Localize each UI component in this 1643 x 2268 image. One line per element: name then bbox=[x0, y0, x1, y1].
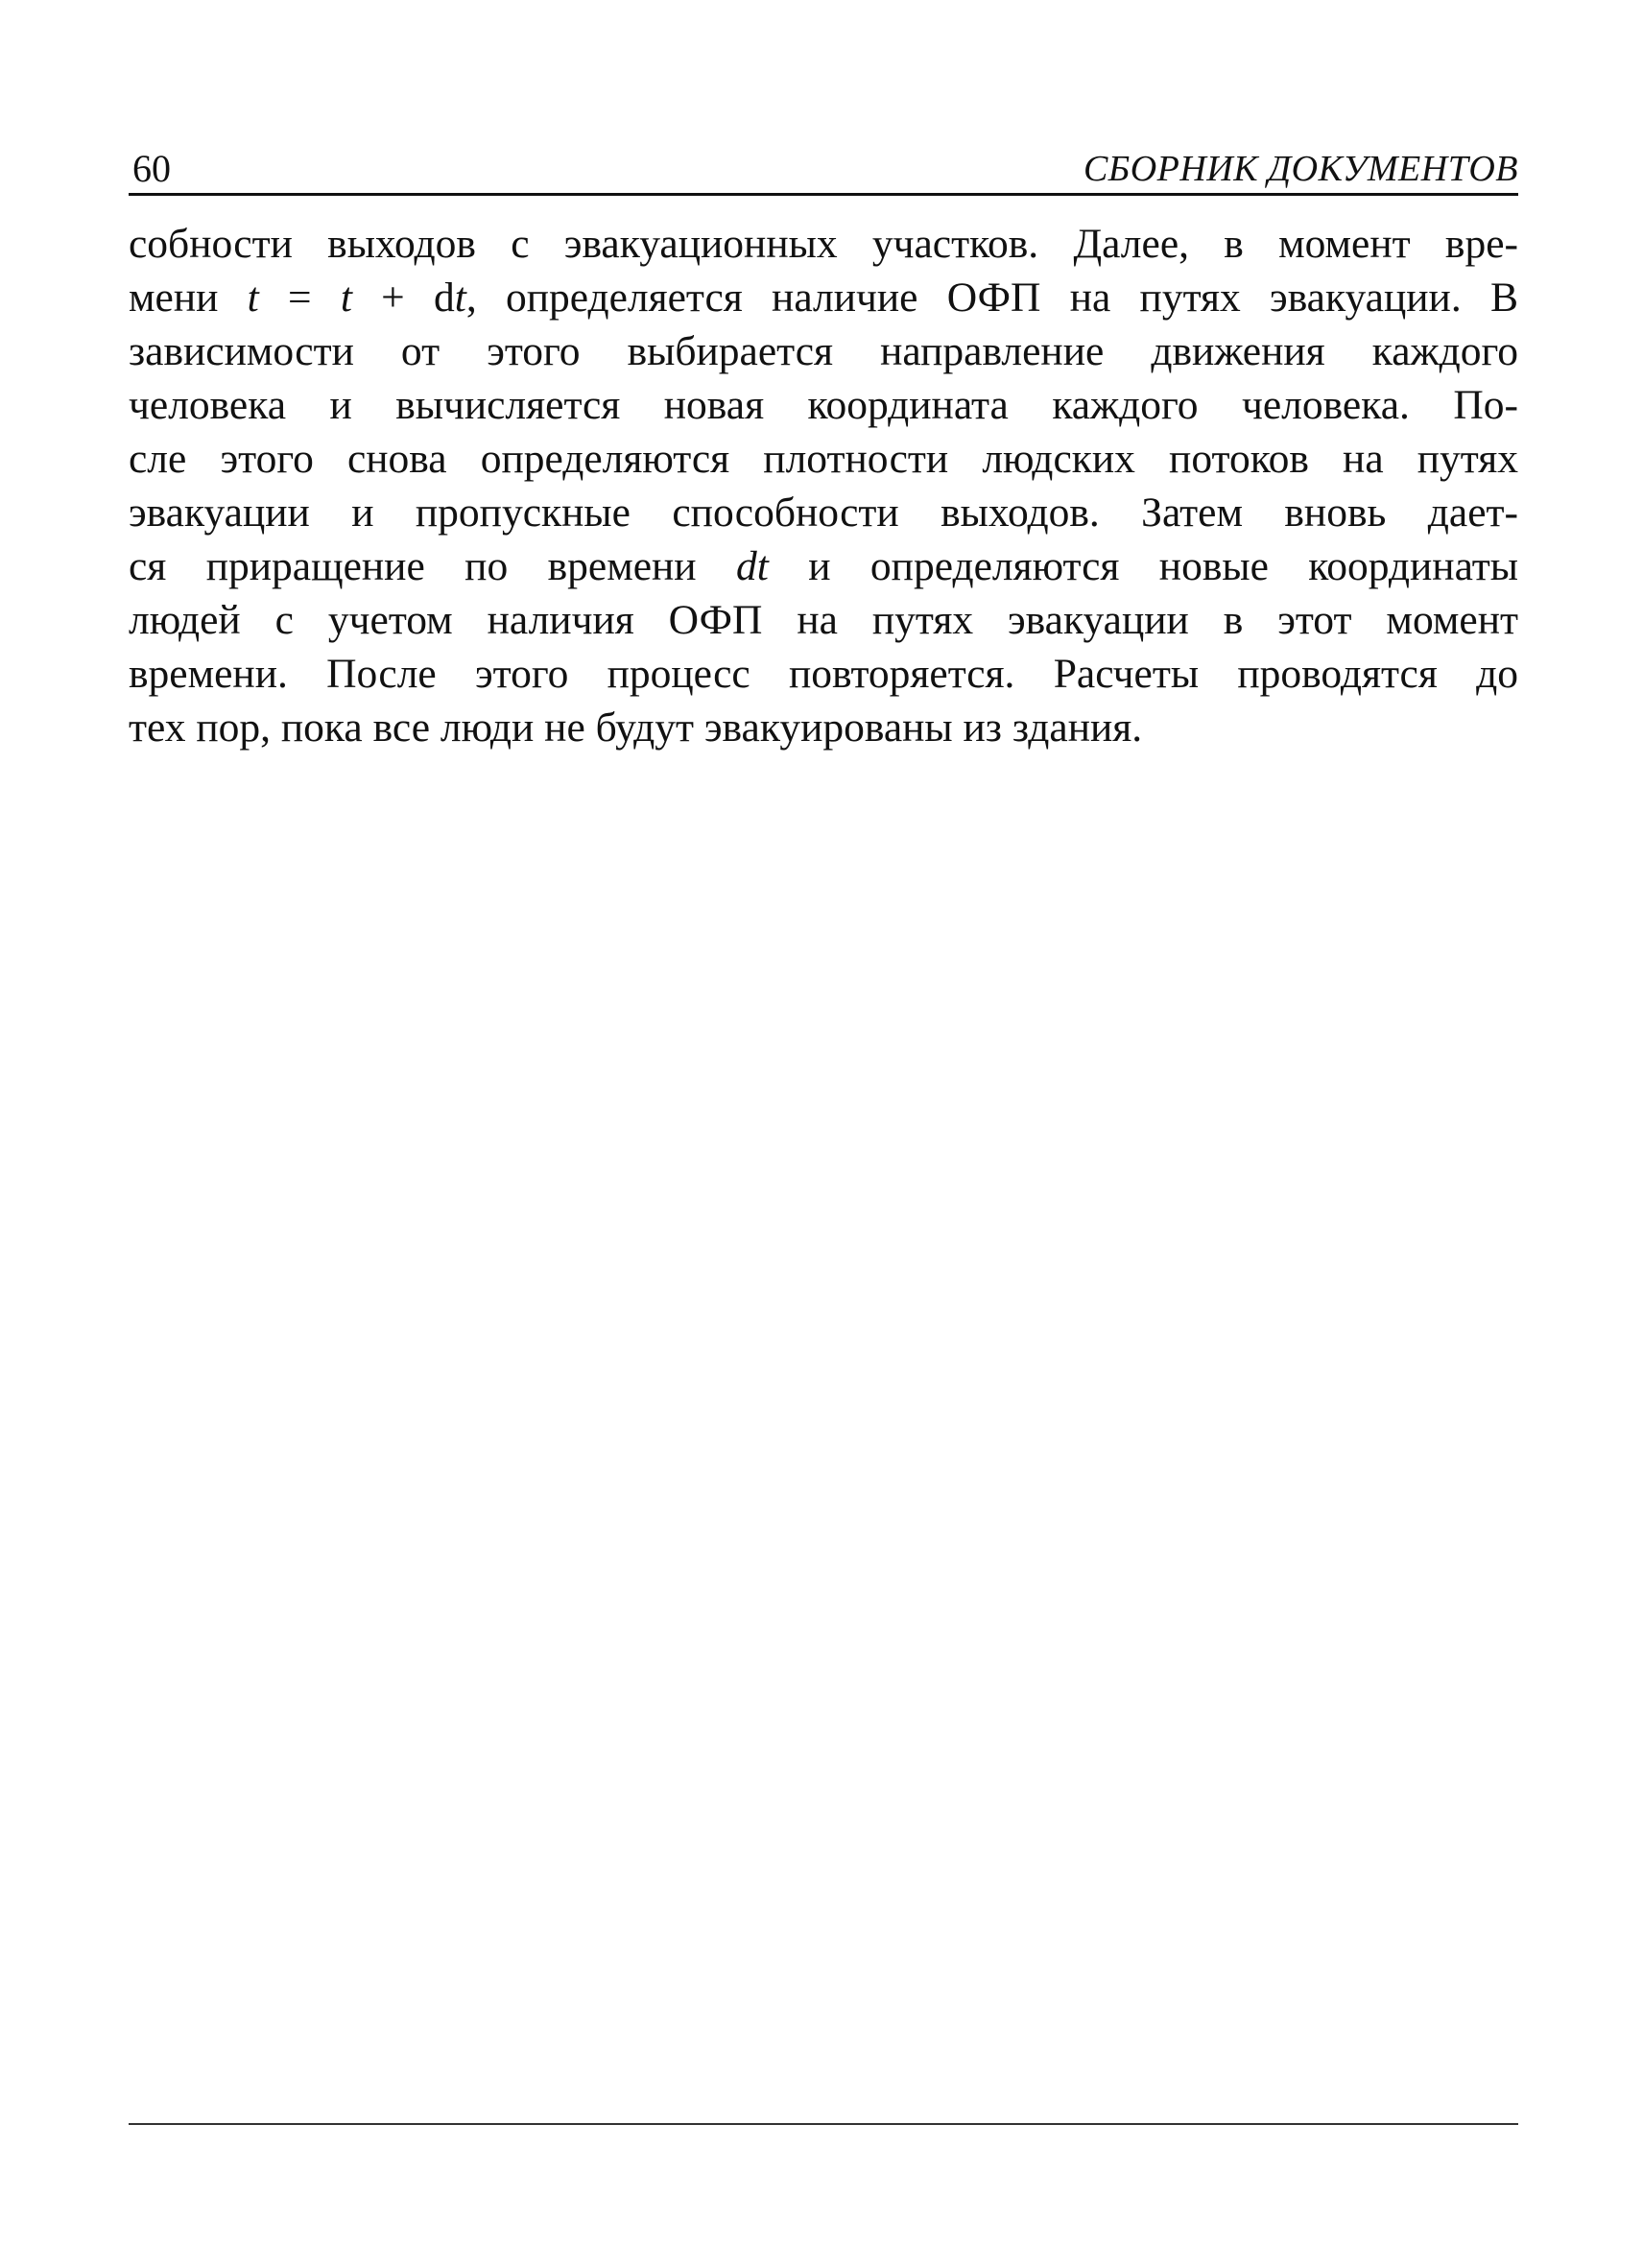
variable-t: t bbox=[340, 275, 352, 321]
page-header bbox=[129, 144, 1518, 194]
text-line-10: тех пор, пока все люди не будут эвакуированы из здания. bbox=[129, 704, 1143, 751]
text-segment: + d bbox=[351, 275, 455, 321]
text-segment: и определяются новые координаты bbox=[768, 543, 1519, 589]
body-paragraph bbox=[129, 217, 1518, 754]
page-number: 60 bbox=[132, 147, 171, 190]
text-segment: ся приращение по времени bbox=[129, 543, 736, 589]
footer-rule bbox=[129, 2123, 1518, 2125]
text-segment: , определяется наличие ОФП на путях эвакуации. В bbox=[465, 275, 1518, 321]
text-segment: = bbox=[258, 275, 341, 321]
text-line-4: человека и вычисляется новая координата каждого человека. По- bbox=[129, 382, 1518, 428]
header-rule bbox=[129, 193, 1518, 196]
text-line-6: эвакуации и пропускные способности выходов. Затем вновь дает- bbox=[129, 489, 1518, 536]
text-line-5: сле этого снова определяются плотности людских потоков на путях bbox=[129, 436, 1518, 482]
text-segment: мени bbox=[129, 275, 248, 321]
variable-dt: dt bbox=[736, 543, 769, 589]
text-line-8: людей с учетом наличия ОФП на путях эвакуации в этот момент bbox=[129, 597, 1518, 643]
text-line-7 bbox=[129, 539, 1518, 593]
text-line-9: времени. После этого процесс повторяется. Расчеты проводятся до bbox=[129, 651, 1518, 697]
variable-t: t bbox=[454, 275, 466, 321]
variable-t: t bbox=[247, 275, 259, 321]
text-line-2 bbox=[129, 271, 1518, 324]
text-line-1: собности выходов с эвакуационных участков. Далее, в момент вре- bbox=[129, 221, 1518, 267]
running-title: СБОРНИК ДОКУМЕНТОВ bbox=[1083, 149, 1518, 189]
text-line-3: зависимости от этого выбирается направление движения каждого bbox=[129, 328, 1518, 374]
